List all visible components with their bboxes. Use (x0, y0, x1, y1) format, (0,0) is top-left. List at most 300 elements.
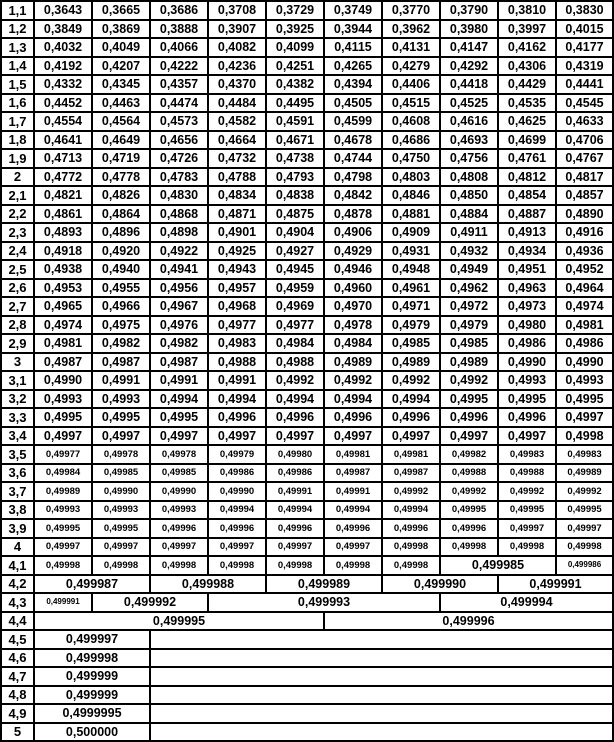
value-cell: 0,49995 (34, 519, 92, 538)
value-cell: 0,4564 (92, 112, 150, 131)
value-cell: 0,4994 (324, 390, 382, 409)
row-label: 1,5 (1, 75, 34, 94)
table-row (1, 353, 613, 372)
value-cell: 0,4812 (498, 168, 556, 187)
value-cell: 0,4997 (92, 427, 150, 446)
value-cell: 0,499998 (34, 649, 150, 668)
value-cell: 0,3849 (34, 20, 92, 39)
row-label: 3,1 (1, 371, 34, 390)
value-cell: 0,49987 (324, 464, 382, 483)
value-cell: 0,4951 (498, 260, 556, 279)
value-cell: 0,4990 (556, 353, 613, 372)
value-cell: 0,49993 (92, 501, 150, 520)
value-cell: 0,4887 (498, 205, 556, 224)
value-cell: 0,499999 (34, 667, 150, 686)
row-label: 1,3 (1, 38, 34, 57)
value-cell: 0,49995 (92, 519, 150, 538)
table-row (1, 408, 613, 427)
value-cell: 0,4625 (498, 112, 556, 131)
value-cell: 0,49978 (92, 445, 150, 464)
value-cell: 0,49994 (382, 501, 440, 520)
value-cell: 0,4719 (92, 149, 150, 168)
table-row (1, 334, 613, 353)
value-cell: 0,4994 (382, 390, 440, 409)
value-cell: 0,4099 (266, 38, 324, 57)
table-row (1, 667, 613, 686)
value-cell: 0,4961 (382, 279, 440, 298)
value-cell: 0,4929 (324, 242, 382, 261)
value-cell: 0,4966 (92, 297, 150, 316)
value-cell: 0,4906 (324, 223, 382, 242)
value-cell: 0,4994 (266, 390, 324, 409)
value-cell: 0,4994 (150, 390, 208, 409)
row-label: 3,6 (1, 464, 34, 483)
table-row (1, 20, 613, 39)
row-label: 4,1 (1, 556, 34, 575)
value-cell: 0,499991 (34, 593, 92, 612)
value-cell: 0,4991 (150, 371, 208, 390)
value-cell: 0,49992 (498, 482, 556, 501)
value-cell: 0,4977 (208, 316, 266, 335)
value-cell: 0,4251 (266, 57, 324, 76)
value-cell: 0,49992 (440, 482, 498, 501)
value-cell: 0,4977 (266, 316, 324, 335)
value-cell: 0,4941 (150, 260, 208, 279)
value-cell: 0,4995 (556, 390, 613, 409)
value-cell: 0,4664 (208, 131, 266, 150)
row-label: 3,3 (1, 408, 34, 427)
value-cell: 0,499997 (34, 630, 150, 649)
value-cell: 0,49997 (556, 519, 613, 538)
value-cell: 0,4878 (324, 205, 382, 224)
value-cell: 0,49998 (382, 538, 440, 557)
value-cell: 0,49991 (324, 482, 382, 501)
value-cell: 0,4633 (556, 112, 613, 131)
value-cell: 0,4904 (266, 223, 324, 242)
value-cell: 0,49996 (150, 519, 208, 538)
value-cell: 0,4803 (382, 168, 440, 187)
value-cell: 0,49997 (150, 538, 208, 557)
value-cell: 0,4545 (556, 94, 613, 113)
row-label: 2,9 (1, 334, 34, 353)
value-cell: 0,4982 (92, 334, 150, 353)
value-cell: 0,3925 (266, 20, 324, 39)
value-cell: 0,4991 (208, 371, 266, 390)
value-cell: 0,4985 (382, 334, 440, 353)
value-cell: 0,499990 (382, 575, 498, 594)
value-cell: 0,49996 (440, 519, 498, 538)
value-cell: 0,4898 (150, 223, 208, 242)
value-cell: 0,49989 (34, 482, 92, 501)
value-cell: 0,4756 (440, 149, 498, 168)
value-cell: 0,3643 (34, 1, 92, 20)
value-cell: 0,49996 (266, 519, 324, 538)
value-cell: 0,49986 (266, 464, 324, 483)
empty-area (150, 667, 613, 686)
table-row (1, 612, 613, 631)
value-cell: 0,49996 (382, 519, 440, 538)
row-label: 4,2 (1, 575, 34, 594)
value-cell: 0,4974 (34, 316, 92, 335)
value-cell: 0,4884 (440, 205, 498, 224)
value-cell: 0,49993 (34, 501, 92, 520)
value-cell: 0,4207 (92, 57, 150, 76)
table-row (1, 390, 613, 409)
value-cell: 0,4115 (324, 38, 382, 57)
row-label: 2,8 (1, 316, 34, 335)
value-cell: 0,4864 (92, 205, 150, 224)
value-cell: 0,4992 (324, 371, 382, 390)
value-cell: 0,4988 (208, 353, 266, 372)
value-cell: 0,4875 (266, 205, 324, 224)
table-row (1, 704, 613, 723)
value-cell: 0,49982 (440, 445, 498, 464)
value-cell: 0,4817 (556, 168, 613, 187)
value-cell: 0,499999 (34, 686, 150, 705)
value-cell: 0,4744 (324, 149, 382, 168)
value-cell: 0,4918 (34, 242, 92, 261)
value-cell: 0,4382 (266, 75, 324, 94)
table-row (1, 131, 613, 150)
value-cell: 0,3810 (498, 1, 556, 20)
value-cell: 0,4608 (382, 112, 440, 131)
value-cell: 0,499994 (440, 593, 613, 612)
value-cell: 0,49997 (498, 519, 556, 538)
row-label: 2,7 (1, 297, 34, 316)
value-cell: 0,4049 (92, 38, 150, 57)
value-cell: 0,4236 (208, 57, 266, 76)
value-cell: 0,4957 (208, 279, 266, 298)
value-cell: 0,4975 (92, 316, 150, 335)
value-cell: 0,4893 (34, 223, 92, 242)
value-cell: 0,4834 (208, 186, 266, 205)
value-cell: 0,4345 (92, 75, 150, 94)
value-cell: 0,49979 (208, 445, 266, 464)
value-cell: 0,4997 (324, 427, 382, 446)
table-row (1, 556, 613, 575)
table-row (1, 1, 613, 20)
value-cell: 0,4868 (150, 205, 208, 224)
value-cell: 0,4992 (266, 371, 324, 390)
value-cell: 0,4750 (382, 149, 440, 168)
value-cell: 0,49994 (266, 501, 324, 520)
table-row (1, 538, 613, 557)
value-cell: 0,4993 (556, 371, 613, 390)
row-label: 4,5 (1, 630, 34, 649)
row-label: 2,4 (1, 242, 34, 261)
value-cell: 0,500000 (34, 723, 150, 742)
value-cell: 0,49994 (208, 501, 266, 520)
value-cell: 0,4931 (382, 242, 440, 261)
value-cell: 0,4306 (498, 57, 556, 76)
value-cell: 0,49993 (150, 501, 208, 520)
value-cell: 0,4015 (556, 20, 613, 39)
value-cell: 0,4131 (382, 38, 440, 57)
row-label: 1,2 (1, 20, 34, 39)
row-label: 3,9 (1, 519, 34, 538)
table-row (1, 723, 613, 742)
row-label: 3 (1, 353, 34, 372)
value-cell: 0,49985 (92, 464, 150, 483)
value-cell: 0,4147 (440, 38, 498, 57)
value-cell: 0,49984 (34, 464, 92, 483)
table-row (1, 260, 613, 279)
value-cell: 0,4995 (34, 408, 92, 427)
value-cell: 0,4699 (498, 131, 556, 150)
value-cell: 0,4995 (440, 390, 498, 409)
row-label: 2 (1, 168, 34, 187)
value-cell: 0,4979 (440, 316, 498, 335)
value-cell: 0,4922 (150, 242, 208, 261)
table-row (1, 186, 613, 205)
value-cell: 0,4370 (208, 75, 266, 94)
row-label: 4 (1, 538, 34, 557)
value-cell: 0,4441 (556, 75, 613, 94)
value-cell: 0,4484 (208, 94, 266, 113)
value-cell: 0,4265 (324, 57, 382, 76)
value-cell: 0,49983 (556, 445, 613, 464)
value-cell: 0,4981 (34, 334, 92, 353)
value-cell: 0,4649 (92, 131, 150, 150)
value-cell: 0,4986 (556, 334, 613, 353)
value-cell: 0,4997 (382, 427, 440, 446)
row-label: 1,9 (1, 149, 34, 168)
value-cell: 0,49996 (208, 519, 266, 538)
value-cell: 0,4996 (324, 408, 382, 427)
value-cell: 0,499985 (440, 556, 556, 575)
value-cell: 0,4997 (556, 408, 613, 427)
row-label: 1,8 (1, 131, 34, 150)
value-cell: 0,3830 (556, 1, 613, 20)
value-cell: 0,4474 (150, 94, 208, 113)
row-label: 3,2 (1, 390, 34, 409)
value-cell: 0,4985 (440, 334, 498, 353)
value-cell: 0,4999995 (34, 704, 150, 723)
value-cell: 0,4686 (382, 131, 440, 150)
value-cell: 0,49980 (266, 445, 324, 464)
value-cell: 0,499996 (324, 612, 613, 631)
value-cell: 0,4319 (556, 57, 613, 76)
value-cell: 0,4854 (498, 186, 556, 205)
value-cell: 0,49991 (266, 482, 324, 501)
value-cell: 0,4920 (92, 242, 150, 261)
value-cell: 0,4881 (382, 205, 440, 224)
value-cell: 0,4738 (266, 149, 324, 168)
row-label: 1,4 (1, 57, 34, 76)
value-cell: 0,49997 (324, 538, 382, 557)
table-row (1, 593, 613, 612)
table-row (1, 242, 613, 261)
value-cell: 0,499988 (150, 575, 266, 594)
value-cell: 0,4916 (556, 223, 613, 242)
value-cell: 0,4726 (150, 149, 208, 168)
value-cell: 0,4535 (498, 94, 556, 113)
value-cell: 0,4989 (440, 353, 498, 372)
value-cell: 0,4066 (150, 38, 208, 57)
empty-area (150, 630, 613, 649)
value-cell: 0,4394 (324, 75, 382, 94)
value-cell: 0,499987 (34, 575, 150, 594)
table-row (1, 279, 613, 298)
row-label: 2,6 (1, 279, 34, 298)
row-label: 1,1 (1, 1, 34, 20)
value-cell: 0,4767 (556, 149, 613, 168)
value-cell: 0,4896 (92, 223, 150, 242)
value-cell: 0,3888 (150, 20, 208, 39)
value-cell: 0,49978 (150, 445, 208, 464)
value-cell: 0,4997 (150, 427, 208, 446)
table-row (1, 149, 613, 168)
row-label: 3,7 (1, 482, 34, 501)
value-cell: 0,4986 (498, 334, 556, 353)
value-cell: 0,49998 (440, 538, 498, 557)
value-cell: 0,4989 (382, 353, 440, 372)
value-cell: 0,4996 (498, 408, 556, 427)
table-row (1, 75, 613, 94)
empty-area (150, 686, 613, 705)
value-cell: 0,4452 (34, 94, 92, 113)
value-cell: 0,4495 (266, 94, 324, 113)
value-cell: 0,49997 (34, 538, 92, 557)
value-cell: 0,4964 (556, 279, 613, 298)
value-cell: 0,49987 (382, 464, 440, 483)
value-cell: 0,3997 (498, 20, 556, 39)
value-cell: 0,4949 (440, 260, 498, 279)
row-label: 2,1 (1, 186, 34, 205)
value-cell: 0,499991 (498, 575, 613, 594)
value-cell: 0,4953 (34, 279, 92, 298)
value-cell: 0,4830 (150, 186, 208, 205)
value-cell: 0,4994 (208, 390, 266, 409)
value-cell: 0,4996 (266, 408, 324, 427)
value-cell: 0,4993 (92, 390, 150, 409)
value-cell: 0,4996 (382, 408, 440, 427)
value-cell: 0,3790 (440, 1, 498, 20)
value-cell: 0,4357 (150, 75, 208, 94)
table-row (1, 297, 613, 316)
value-cell: 0,4995 (150, 408, 208, 427)
value-cell: 0,4641 (34, 131, 92, 150)
value-cell: 0,49981 (324, 445, 382, 464)
value-cell: 0,4850 (440, 186, 498, 205)
value-cell: 0,4989 (324, 353, 382, 372)
row-label: 2,3 (1, 223, 34, 242)
value-cell: 0,4995 (498, 390, 556, 409)
value-cell: 0,4554 (34, 112, 92, 131)
value-cell: 0,4857 (556, 186, 613, 205)
value-cell: 0,4925 (208, 242, 266, 261)
table-row (1, 575, 613, 594)
table-row (1, 427, 613, 446)
value-cell: 0,49992 (382, 482, 440, 501)
value-cell: 0,4909 (382, 223, 440, 242)
value-cell: 0,3749 (324, 1, 382, 20)
value-cell: 0,49983 (498, 445, 556, 464)
row-label: 4,8 (1, 686, 34, 705)
value-cell: 0,4995 (92, 408, 150, 427)
value-cell: 0,4984 (266, 334, 324, 353)
value-cell: 0,3944 (324, 20, 382, 39)
value-cell: 0,4656 (150, 131, 208, 150)
value-cell: 0,4177 (556, 38, 613, 57)
value-cell: 0,4934 (498, 242, 556, 261)
value-cell: 0,4978 (324, 316, 382, 335)
value-cell: 0,3770 (382, 1, 440, 20)
value-cell: 0,4979 (382, 316, 440, 335)
row-label: 4,4 (1, 612, 34, 631)
row-label: 1,6 (1, 94, 34, 113)
value-cell: 0,4956 (150, 279, 208, 298)
value-cell: 0,4332 (34, 75, 92, 94)
table-row (1, 38, 613, 57)
value-cell: 0,4901 (208, 223, 266, 242)
row-label: 4,7 (1, 667, 34, 686)
value-cell: 0,499993 (208, 593, 440, 612)
value-cell: 0,4993 (34, 390, 92, 409)
value-cell: 0,4945 (266, 260, 324, 279)
value-cell: 0,4955 (92, 279, 150, 298)
value-cell: 0,4996 (208, 408, 266, 427)
value-cell: 0,4948 (382, 260, 440, 279)
value-cell: 0,4965 (34, 297, 92, 316)
value-cell: 0,4463 (92, 94, 150, 113)
value-cell: 0,4987 (34, 353, 92, 372)
value-cell: 0,4987 (150, 353, 208, 372)
table-row (1, 94, 613, 113)
value-cell: 0,49988 (498, 464, 556, 483)
value-cell: 0,49996 (324, 519, 382, 538)
row-label: 5 (1, 723, 34, 742)
value-cell: 0,4992 (382, 371, 440, 390)
value-cell: 0,4693 (440, 131, 498, 150)
value-cell: 0,49998 (498, 538, 556, 557)
value-cell: 0,49986 (208, 464, 266, 483)
value-cell: 0,4990 (34, 371, 92, 390)
value-cell: 0,4505 (324, 94, 382, 113)
value-cell: 0,4997 (266, 427, 324, 446)
value-cell: 0,4992 (440, 371, 498, 390)
table-row (1, 316, 613, 335)
value-cell: 0,4821 (34, 186, 92, 205)
table-row (1, 630, 613, 649)
value-cell: 0,49995 (498, 501, 556, 520)
value-cell: 0,49992 (556, 482, 613, 501)
value-cell: 0,4990 (498, 353, 556, 372)
value-cell: 0,4599 (324, 112, 382, 131)
value-cell: 0,499992 (92, 593, 208, 612)
empty-area (150, 649, 613, 668)
row-label: 4,9 (1, 704, 34, 723)
value-cell: 0,3708 (208, 1, 266, 20)
table-row (1, 482, 613, 501)
value-cell: 0,4671 (266, 131, 324, 150)
row-label: 1,7 (1, 112, 34, 131)
table-row (1, 445, 613, 464)
value-cell: 0,3962 (382, 20, 440, 39)
value-cell: 0,49998 (92, 556, 150, 575)
value-cell: 0,4913 (498, 223, 556, 242)
value-cell: 0,3980 (440, 20, 498, 39)
value-cell: 0,49997 (92, 538, 150, 557)
value-cell: 0,4983 (208, 334, 266, 353)
empty-area (150, 723, 613, 742)
value-cell: 0,4976 (150, 316, 208, 335)
value-cell: 0,49998 (556, 538, 613, 557)
value-cell: 0,4938 (34, 260, 92, 279)
table-row (1, 686, 613, 705)
value-cell: 0,4998 (556, 427, 613, 446)
value-cell: 0,49998 (382, 556, 440, 575)
